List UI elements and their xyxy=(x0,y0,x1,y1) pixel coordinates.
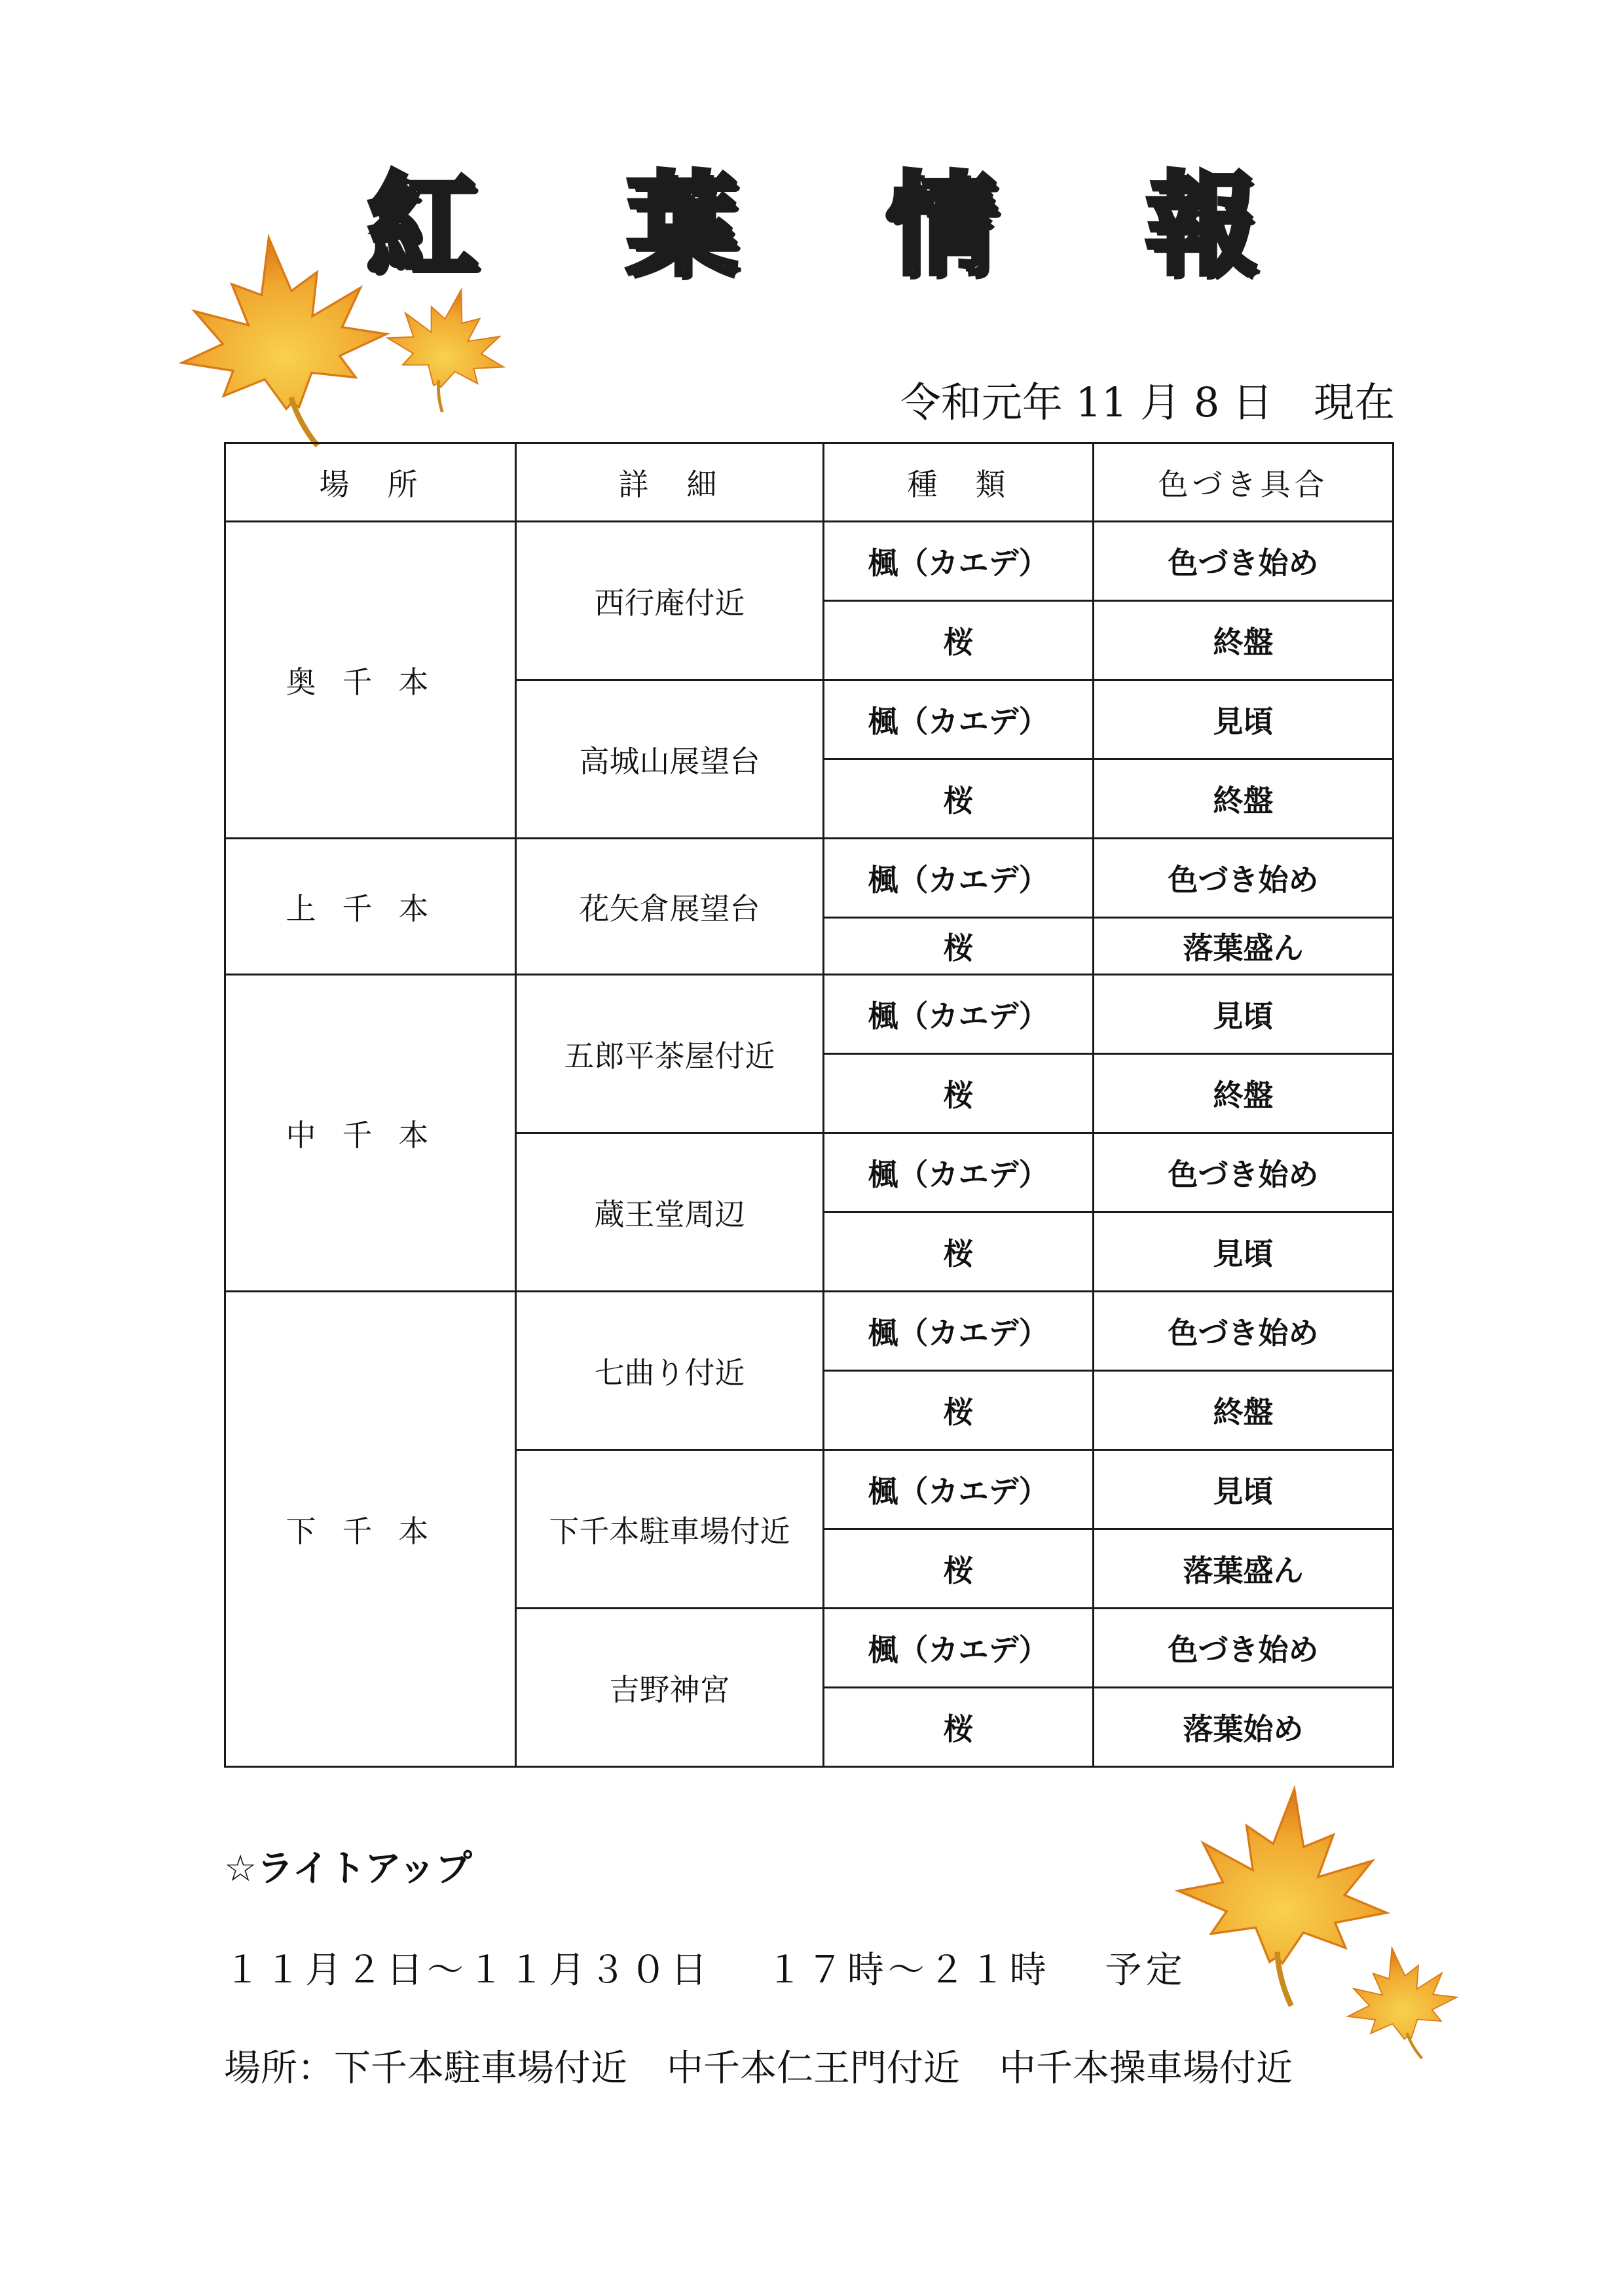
condition-cell: 終盤 xyxy=(1094,601,1393,680)
spot-cell: 花矢倉展望台 xyxy=(516,839,824,975)
lightup-schedule xyxy=(224,1941,1226,1994)
condition-cell: 色づき始め xyxy=(1094,839,1393,918)
condition-cell: 見頃 xyxy=(1094,1212,1393,1292)
page-title xyxy=(367,160,1257,291)
spot-cell: 高城山展望台 xyxy=(516,680,824,839)
condition-cell: 落葉始め xyxy=(1094,1688,1393,1767)
condition-cell: 色づき始め xyxy=(1094,1133,1393,1212)
condition-cell: 落葉盛ん xyxy=(1094,918,1393,975)
spot-cell: 七曲り付近 xyxy=(516,1292,824,1450)
table-row xyxy=(225,975,1393,1054)
condition-cell: 色づき始め xyxy=(1094,522,1393,601)
kind-cell: 桜 xyxy=(824,759,1094,839)
kind-cell: 楓（カエデ） xyxy=(824,1133,1094,1212)
lightup-title: ☆ライトアップ xyxy=(224,1848,472,1890)
spot-cell: 西行庵付近 xyxy=(516,522,824,680)
kind-cell: 桜 xyxy=(824,601,1094,680)
title-char: 報 xyxy=(1145,161,1257,291)
lightup-place: 下千本駐車場付近 xyxy=(334,2047,627,2090)
kind-cell: 桜 xyxy=(824,1529,1094,1609)
header-condition: 色づき具合 xyxy=(1094,443,1393,522)
kind-cell: 楓（カエデ） xyxy=(824,975,1094,1054)
condition-cell: 色づき始め xyxy=(1094,1609,1393,1688)
spot-cell: 蔵王堂周辺 xyxy=(516,1133,824,1292)
lightup-place: 中千本仁王門付近 xyxy=(667,2047,960,2090)
kind-cell: 楓（カエデ） xyxy=(824,1450,1094,1529)
condition-cell: 見頃 xyxy=(1094,975,1393,1054)
condition-cell: 終盤 xyxy=(1094,1371,1393,1450)
condition-cell: 見頃 xyxy=(1094,1450,1393,1529)
kind-cell: 桜 xyxy=(824,1688,1094,1767)
area-cell: 下千本 xyxy=(225,1292,516,1767)
kind-cell: 楓（カエデ） xyxy=(824,1292,1094,1371)
maple-leaf-icon xyxy=(383,282,511,412)
condition-cell: 終盤 xyxy=(1094,1054,1393,1133)
kind-cell: 桜 xyxy=(824,1054,1094,1133)
kind-cell: 楓（カエデ） xyxy=(824,680,1094,759)
title-char: 情 xyxy=(886,161,998,291)
foliage-table xyxy=(224,442,1394,1768)
lightup-place: 中千本操車場付近 xyxy=(999,2047,1293,2090)
condition-cell: 見頃 xyxy=(1094,680,1393,759)
header-detail: 詳 細 xyxy=(516,443,824,522)
area-cell: 中千本 xyxy=(225,975,516,1292)
condition-cell: 終盤 xyxy=(1094,759,1393,839)
area-cell: 上千本 xyxy=(225,839,516,975)
condition-cell: 色づき始め xyxy=(1094,1292,1393,1371)
kind-cell: 楓（カエデ） xyxy=(824,839,1094,918)
kind-cell: 楓（カエデ） xyxy=(824,522,1094,601)
header-location: 場 所 xyxy=(225,443,516,522)
title-char: 葉 xyxy=(626,161,738,291)
as-of-date: 令和元年 11 月 8 日 現在 xyxy=(900,378,1395,426)
header-type: 種 類 xyxy=(824,443,1094,522)
area-cell: 奥千本 xyxy=(225,522,516,839)
maple-leaf-icon xyxy=(1342,1941,1460,2062)
lightup-places-label: 場所： xyxy=(224,2047,334,2090)
kind-cell: 楓（カエデ） xyxy=(824,1609,1094,1688)
kind-cell: 桜 xyxy=(824,918,1094,975)
table-row xyxy=(225,522,1393,601)
lightup-dates: １１月２日～１１月３０日 xyxy=(224,1949,711,1992)
kind-cell: 桜 xyxy=(824,1212,1094,1292)
lightup-note: 予定 xyxy=(1105,1949,1187,1992)
maple-leaf-icon xyxy=(172,226,394,452)
table-header-row xyxy=(225,443,1393,522)
spot-cell: 下千本駐車場付近 xyxy=(516,1450,824,1609)
spot-cell: 吉野神宮 xyxy=(516,1609,824,1767)
title-char: 紅 xyxy=(367,161,479,291)
lightup-places xyxy=(224,2039,1293,2092)
spot-cell: 五郎平茶屋付近 xyxy=(516,975,824,1133)
table-row xyxy=(225,1292,1393,1371)
table-row xyxy=(225,839,1393,918)
condition-cell: 落葉盛ん xyxy=(1094,1529,1393,1609)
lightup-times: １７時～２１時 xyxy=(766,1949,1050,1992)
kind-cell: 桜 xyxy=(824,1371,1094,1450)
